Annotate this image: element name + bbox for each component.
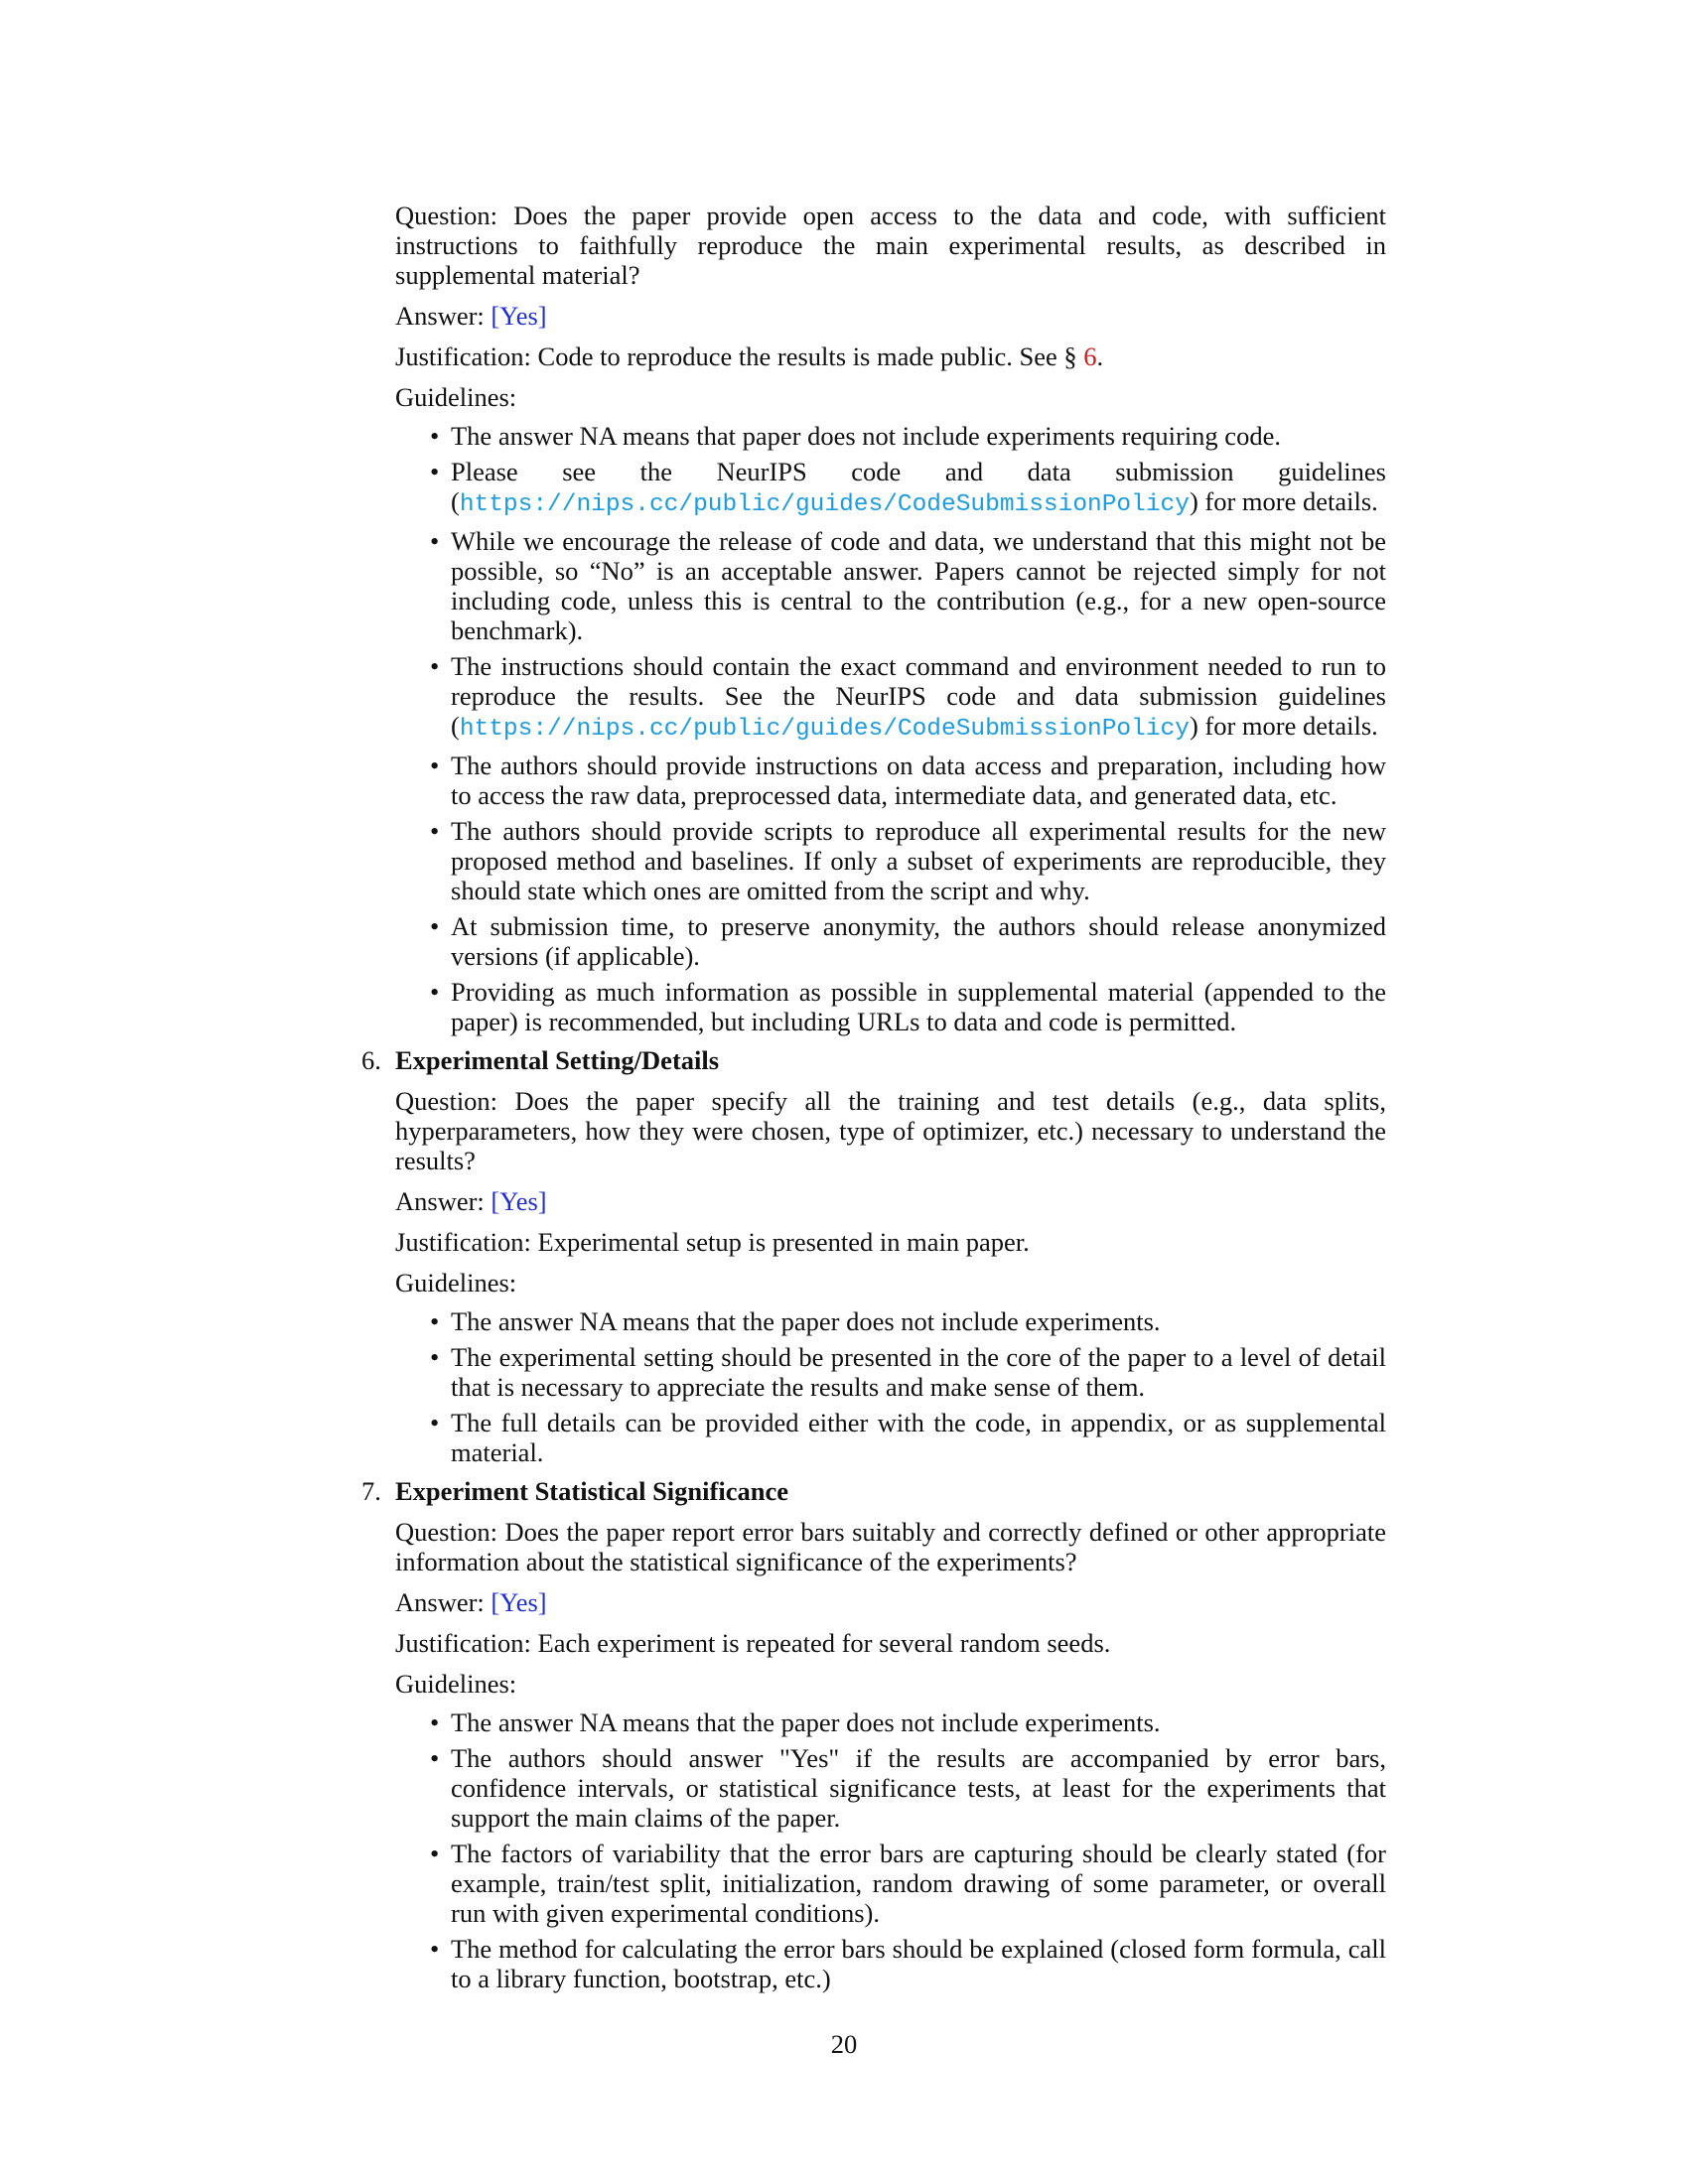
bullet-icon: • (430, 526, 440, 556)
bullet-icon: • (430, 1839, 440, 1868)
s5-answer-link[interactable]: [Yes] (491, 301, 547, 331)
s6-answer-label: Answer: (395, 1186, 492, 1216)
bullet-icon: • (430, 911, 440, 941)
s5-section-ref-link[interactable]: 6 (1083, 341, 1097, 371)
list-item (395, 911, 1386, 971)
bullet-icon: • (430, 1306, 440, 1336)
section-number: 6. (361, 1045, 381, 1075)
s6-question: Question: Does the paper specify all the training and test details (e.g., data splits, hyperparameters, how they were chosen, type of optimizer, etc.) necessary to understand the results? (395, 1086, 1386, 1175)
list-item-text: ) for more details. (1189, 711, 1378, 741)
bullet-icon: • (430, 421, 440, 451)
section-7-heading (361, 1476, 1386, 1506)
bullet-icon: • (430, 1707, 440, 1737)
section-title: Experimental Setting/Details (395, 1045, 720, 1075)
bullet-icon: • (430, 651, 440, 681)
s7-guidelines-label: Guidelines: (395, 1669, 517, 1699)
bullet-icon: • (430, 457, 440, 486)
list-item (395, 421, 1386, 451)
list-item-text: Providing as much information as possible in supplemental material (appended to the paper) is recommended, but including URLs to data and code is permitted. (451, 977, 1386, 1036)
s7-answer-label: Answer: (395, 1587, 492, 1617)
list-item (395, 1934, 1386, 1993)
list-item-text: The factors of variability that the error bars are capturing should be clearly stated (for example, train/test split, initialization, random drawing of some parameter, or overall run with given experimental conditions). (451, 1839, 1386, 1928)
list-item-text: The answer NA means that the paper does not include experiments. (451, 1707, 1161, 1737)
checklist-content (361, 201, 1386, 2002)
list-item-text: The method for calculating the error bars should be explained (closed form formula, call to a library function, bootstrap, etc.) (451, 1934, 1386, 1993)
s5-guidelines-list (395, 421, 1386, 1036)
list-item-text: At submission time, to preserve anonymity, the authors should release anonymized versions (if applicable). (451, 911, 1386, 971)
list-item (395, 1839, 1386, 1928)
list-item-text: The answer NA means that paper does not include experiments requiring code. (451, 421, 1281, 451)
s6-answer-link[interactable]: [Yes] (491, 1186, 547, 1216)
list-item-text: The authors should provide instructions on data access and preparation, including how to access the raw data, preprocessed data, intermediate data, and generated data, etc. (451, 751, 1386, 810)
list-item-text: ) for more details. (1189, 486, 1378, 516)
s5-justification-end: . (1096, 341, 1104, 371)
s7-answer (395, 1587, 1386, 1617)
section-title: Experiment Statistical Significance (395, 1476, 788, 1506)
bullet-icon: • (430, 977, 440, 1007)
s7-guidelines-list (395, 1707, 1386, 1993)
s7-justification: Justification: Each experiment is repeated for several random seeds. (395, 1628, 1111, 1658)
list-item (395, 751, 1386, 810)
bullet-icon: • (430, 1408, 440, 1437)
section-number: 7. (361, 1476, 381, 1506)
bullet-icon: • (430, 1934, 440, 1964)
list-item (395, 1306, 1386, 1336)
s5-question: Question: Does the paper provide open access to the data and code, with sufficient instructions to faithfully reproduce the main experimental results, as described in supplemental material? (395, 201, 1386, 290)
s6-answer (395, 1186, 1386, 1216)
list-item-text: The answer NA means that the paper does not include experiments. (451, 1306, 1161, 1336)
s6-guidelines-list (395, 1306, 1386, 1467)
s5-answer (395, 301, 1386, 331)
section-6-heading (361, 1045, 1386, 1075)
list-item-text: The authors should provide scripts to reproduce all experimental results for the new proposed method and baselines. If only a subset of experiments are reproducible, they should state which ones are omitted from the script and why. (451, 816, 1386, 905)
s5-justification (395, 341, 1386, 371)
bullet-icon: • (430, 816, 440, 846)
list-item-text: The instructions should contain the exact command and environment needed to run to reproduce the results. See the NeurIPS code and data submission guidelines ( (451, 651, 1386, 741)
s5-guidelines-label: Guidelines: (395, 382, 517, 412)
list-item-text: Please see the NeurIPS code and data submission guidelines ( (451, 457, 1386, 516)
list-item (395, 651, 1386, 745)
code-policy-url-link[interactable]: https://nips.cc/public/guides/CodeSubmissionPolicy (459, 716, 1190, 743)
s6-guidelines-label: Guidelines: (395, 1268, 517, 1297)
page-number: 20 (830, 2029, 858, 2059)
list-item (395, 526, 1386, 645)
list-item (395, 1707, 1386, 1737)
list-item (395, 457, 1386, 520)
list-item-text: The experimental setting should be presented in the core of the paper to a level of detail that is necessary to appreciate the results and make sense of them. (451, 1342, 1386, 1402)
code-policy-url-link[interactable]: https://nips.cc/public/guides/CodeSubmissionPolicy (459, 491, 1190, 518)
list-item-text: While we encourage the release of code and data, we understand that this might not be possible, so “No” is an acceptable answer. Papers cannot be rejected simply for not including code, unless this is central to the contribution (e.g., for a new open-source benchmark). (451, 526, 1386, 645)
s7-question: Question: Does the paper report error bars suitably and correctly defined or other appropriate information about the statistical significance of the experiments? (395, 1517, 1386, 1576)
list-item (395, 1408, 1386, 1467)
s6-justification: Justification: Experimental setup is presented in main paper. (395, 1227, 1030, 1257)
s5-justification-text: Justification: Code to reproduce the results is made public. See § (395, 341, 1084, 371)
s7-answer-link[interactable]: [Yes] (491, 1587, 547, 1617)
s5-answer-label: Answer: (395, 301, 492, 331)
list-item (395, 1743, 1386, 1833)
list-item (395, 816, 1386, 905)
list-item (395, 977, 1386, 1036)
list-item (395, 1342, 1386, 1402)
bullet-icon: • (430, 751, 440, 780)
bullet-icon: • (430, 1342, 440, 1372)
list-item-text: The authors should answer "Yes" if the results are accompanied by error bars, confidence intervals, or statistical significance tests, at least for the experiments that support the main claims of the paper. (451, 1743, 1386, 1833)
bullet-icon: • (430, 1743, 440, 1773)
list-item-text: The full details can be provided either with the code, in appendix, or as supplemental material. (451, 1408, 1386, 1467)
